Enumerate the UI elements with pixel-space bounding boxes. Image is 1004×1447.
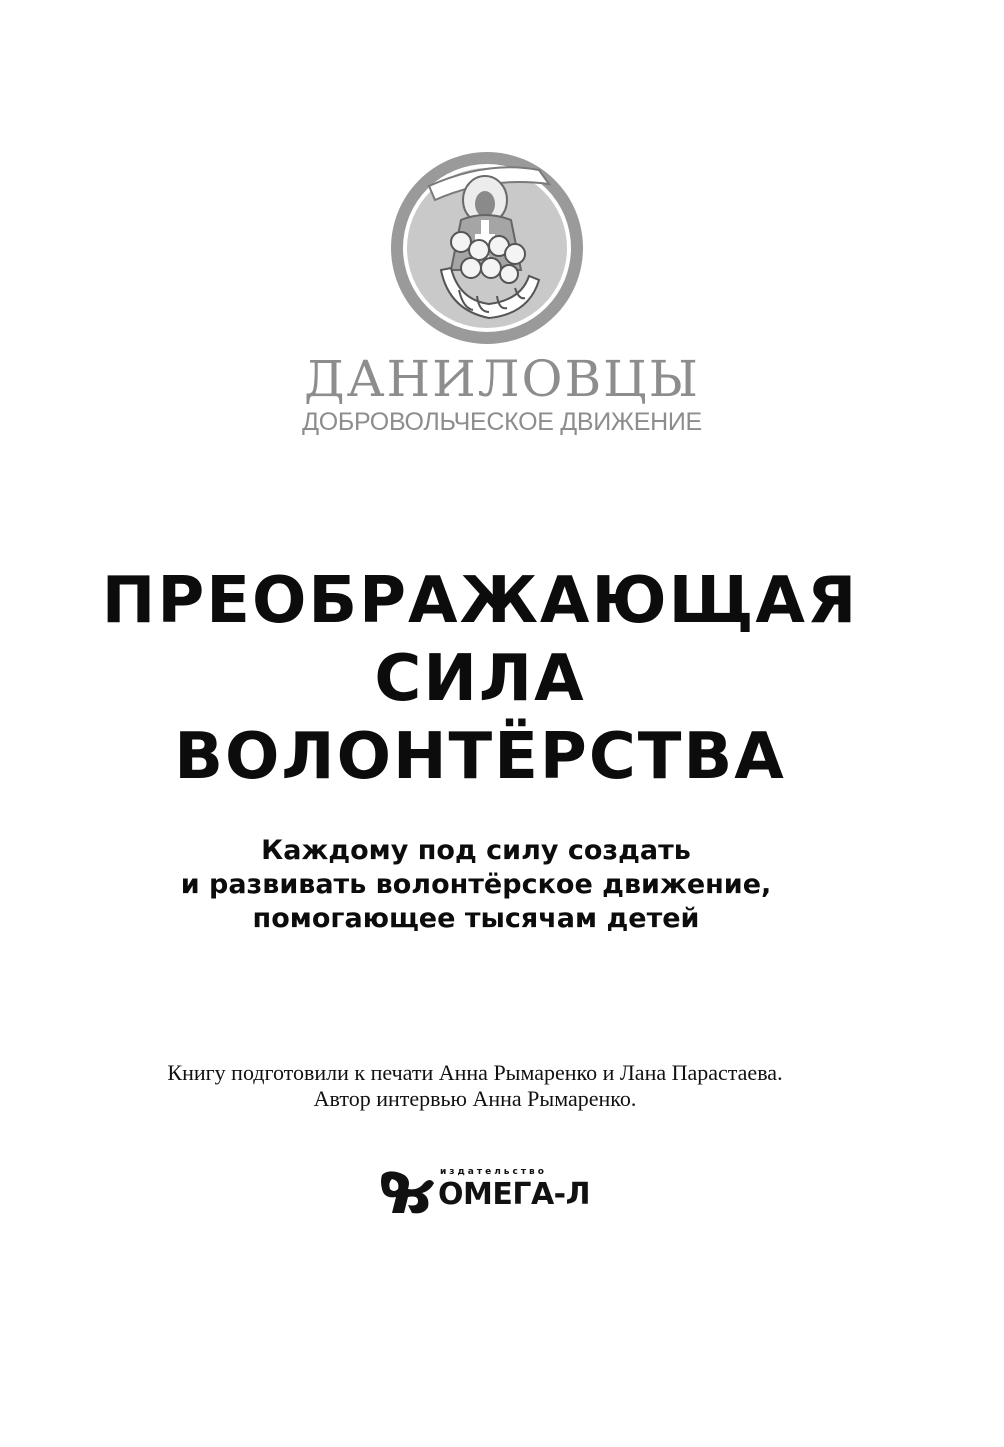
credits — [0, 1060, 950, 1112]
publisher-name: ОМЕГА-Л — [438, 1177, 591, 1212]
credits-line: Автор интервью Анна Рымаренко. — [313, 1086, 637, 1111]
organization-name: ДАНИЛОВЦЫ — [304, 350, 700, 408]
book-subtitle-line: и развивать волонтёрское движение, — [180, 869, 772, 900]
book-subtitle-line: помогающее тысячам детей — [252, 903, 700, 934]
credits-line: Книгу подготовили к печати Анна Рымаренко и Лана Парастаева. — [167, 1060, 783, 1085]
book-title-line: ВОЛОНТЁРСТВА — [174, 720, 786, 794]
book-subtitle — [0, 834, 952, 936]
book-title-line: ПРЕОБРАЖАЮЩАЯ — [101, 564, 859, 638]
publisher-label: издательство — [440, 1167, 547, 1177]
organization-logo — [300, 150, 704, 450]
organization-subtitle: ДОБРОВОЛЬЧЕСКОЕ ДВИЖЕНИЕ — [302, 408, 702, 436]
book-title — [0, 562, 960, 796]
book-title-line: СИЛА — [374, 642, 586, 716]
publisher-logo — [378, 1165, 598, 1225]
omega-l-mark-icon — [378, 1169, 436, 1217]
danilovtsy-emblem-icon — [389, 150, 585, 346]
book-subtitle-line: Каждому под силу создать — [261, 835, 691, 866]
